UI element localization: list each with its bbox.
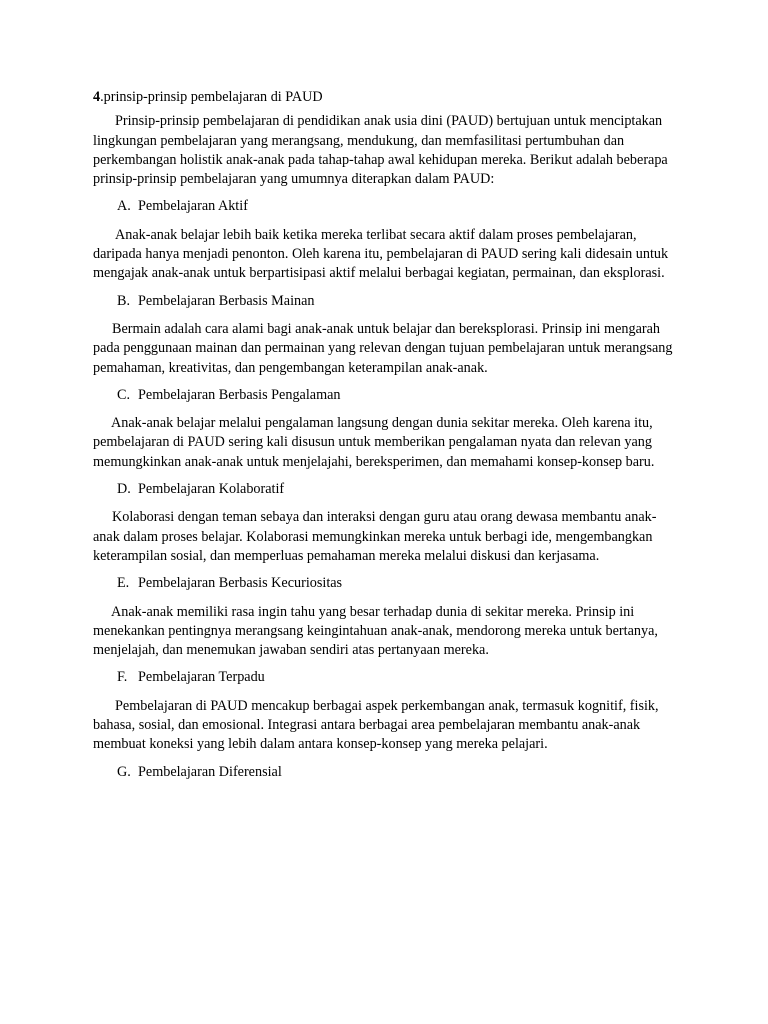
subheading-g (93, 763, 683, 782)
paragraph-d: Kolaborasi dengan teman sebaya dan interaksi dengan guru atau orang dewasa membantu anak-anak dalam proses belajar. Kolaborasi memungkinkan mereka untuk berbagi ide, mengembangkan keterampilan sosial, dan memperluas pemahaman mereka melalui diskusi dan kerjasama. (93, 509, 657, 564)
paragraph-c: Anak-anak belajar melalui pengalaman langsung dengan dunia sekitar mereka. Oleh karena itu, pembelajaran di PAUD sering kali disusun untuk memberikan pengalaman nyata dan relevan yang memungkinkan anak-anak untuk menjelajahi, bereksperimen, dan memahami konsep-konsep baru. (93, 415, 655, 470)
heading-number: 4 (93, 89, 101, 105)
subheading-e (93, 574, 683, 593)
section-heading (93, 88, 683, 107)
subheading-letter: E. (117, 575, 130, 592)
subheading-a (93, 197, 683, 216)
subheading-title: Pembelajaran Berbasis Mainan (138, 292, 315, 309)
subheading-title: Pembelajaran Diferensial (138, 763, 282, 780)
subheading-letter: F. (117, 669, 128, 686)
paragraph-a: Anak-anak belajar lebih baik ketika mereka terlibat secara aktif dalam proses pembelajaran, daripada hanya menjadi penonton. Oleh karena itu, pembelajaran di PAUD sering kali didesain untuk mengajak anak-anak untuk berpartisipasi aktif melalui berbagai kegiatan, permainan, dan eksplorasi. (93, 226, 669, 282)
paragraph-b: Bermain adalah cara alami bagi anak-anak untuk belajar dan bereksplorasi. Prinsip ini mengarah pada penggunaan mainan dan permainan yang relevan dengan tujuan pembelajaran untuk merangsang pemahaman, kreativitas, dan pengembangan keterampilan anak-anak. (93, 320, 673, 376)
heading-text: .prinsip-prinsip pembelajaran di PAUD (100, 89, 323, 105)
subheading-title: Pembelajaran Kolaboratif (138, 481, 285, 498)
subheading-title: Pembelajaran Berbasis Kecuriositas (138, 575, 343, 592)
subheading-title: Pembelajaran Berbasis Pengalaman (138, 386, 341, 403)
subheading-b (93, 292, 683, 311)
subheading-letter: D. (117, 481, 131, 498)
subheading-title: Pembelajaran Aktif (138, 198, 248, 215)
paragraph-e: Anak-anak memiliki rasa ingin tahu yang besar terhadap dunia di sekitar mereka. Prinsip ini menekankan pentingnya merangsang keingintahuan anak-anak, mendorong mereka untuk bertanya, menjelajah, dan menemukan jawaban sendiri atas pertanyaan mereka. (93, 603, 658, 659)
subheading-c (93, 386, 683, 405)
subheading-title: Pembelajaran Terpadu (138, 669, 265, 686)
subheading-letter: B. (117, 292, 131, 309)
paragraph-f: Pembelajaran di PAUD mencakup berbagai aspek perkembangan anak, termasuk kognitif, fisik, bahasa, sosial, dan emosional. Integrasi antara berbagai area pembelajaran membantu anak-anak membuat koneksi yang lebih dalam antara konsep-konsep yang mereka pelajari. (93, 697, 659, 753)
intro-paragraph: Prinsip-prinsip pembelajaran di pendidikan anak usia dini (PAUD) bertujuan untuk menciptakan lingkungan pembelajaran yang merangsang, mendukung, dan memfasilitasi pertumbuhan dan perkembangan holistik anak-anak pada tahap-tahap awal kehidupan mereka. Berikut adalah beberapa prinsip-prinsip pembelajaran yang umumnya diterapkan dalam PAUD: (93, 113, 668, 188)
subheading-letter: G. (117, 763, 131, 780)
subheading-d (93, 480, 683, 499)
subheading-letter: C. (117, 386, 131, 403)
subheading-f (93, 668, 683, 687)
document-page (93, 88, 683, 791)
subheading-letter: A. (117, 198, 131, 215)
